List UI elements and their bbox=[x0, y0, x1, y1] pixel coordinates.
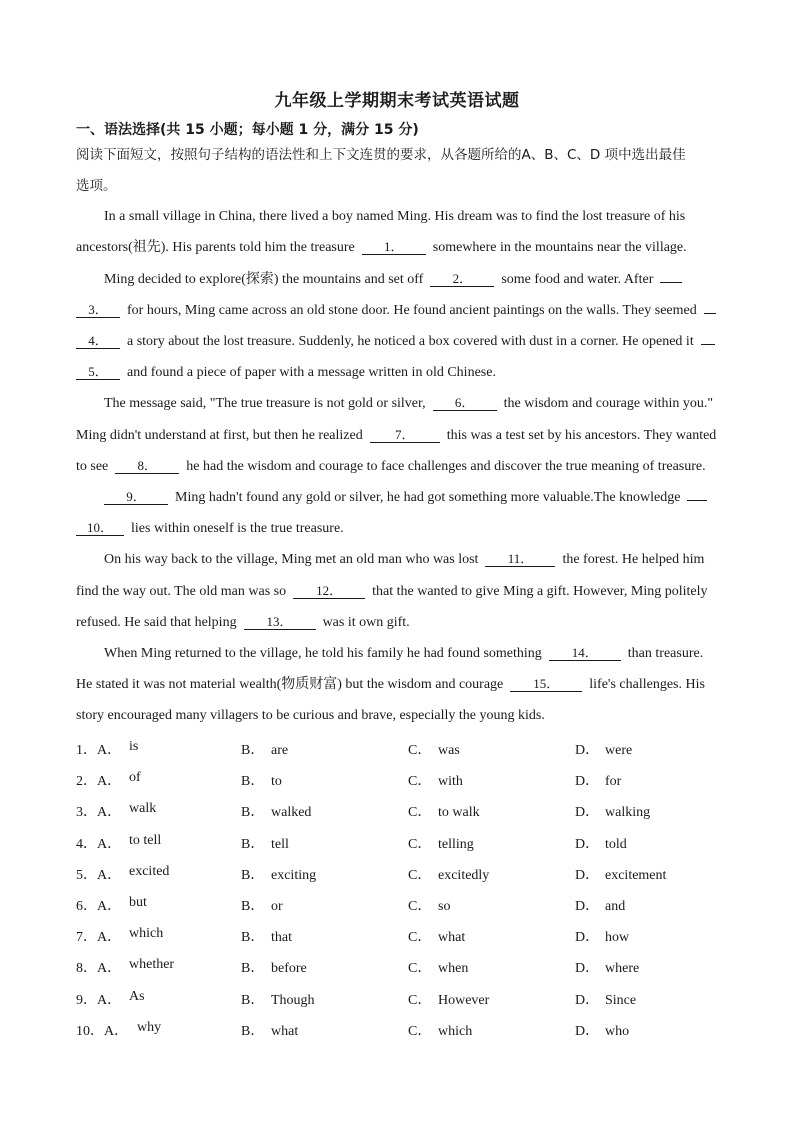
option-letter: B． bbox=[241, 961, 265, 977]
option-c[interactable] bbox=[408, 989, 489, 1009]
option-d[interactable] bbox=[575, 957, 639, 977]
option-text: was bbox=[438, 743, 460, 758]
passage-line: story encouraged many villagers to be curious and brave, especially the young kids. bbox=[76, 708, 545, 723]
passage-line: When Ming returned to the village, he told his family he had found something 14． than treasure. bbox=[104, 645, 704, 661]
option-text: where bbox=[605, 961, 640, 977]
blank-10: 10． bbox=[76, 520, 124, 536]
passage-line: Ming didn't understand at first, but then he realized 7． this was a test set by his ancestors. They wanted bbox=[76, 427, 717, 443]
option-text: are bbox=[271, 743, 289, 758]
passage-line: 5． and found a piece of paper with a message written in old Chinese. bbox=[76, 364, 496, 382]
option-text: excitedly bbox=[438, 867, 490, 883]
question-row bbox=[76, 739, 736, 759]
option-b[interactable] bbox=[241, 957, 307, 977]
option-text: or bbox=[271, 899, 283, 914]
option-text: who bbox=[605, 1023, 630, 1039]
option-letter: B． bbox=[241, 1023, 265, 1039]
option-text: when bbox=[438, 961, 469, 977]
option-letter: C． bbox=[408, 774, 432, 790]
option-text: excitement bbox=[605, 867, 667, 883]
option-text: and bbox=[605, 899, 626, 914]
question-number: 7．A． bbox=[76, 930, 122, 946]
option-letter: D． bbox=[575, 961, 600, 977]
option-d[interactable] bbox=[575, 864, 666, 884]
blank-8: 8． bbox=[115, 458, 179, 474]
passage-line: ancestors(祖先). His parents told him the treasure 1． somewhere in the mountains near the village. bbox=[76, 239, 687, 255]
passage-line: 3． for hours, Ming came across an old stone door. He found ancient paintings on the walls. They seemed bbox=[76, 302, 716, 320]
question-number: 10．A． bbox=[76, 1023, 129, 1039]
blank-5: 5． bbox=[76, 364, 120, 380]
option-text: to walk bbox=[438, 805, 480, 821]
option-text: Since bbox=[605, 992, 637, 1008]
option-text: exciting bbox=[271, 867, 317, 883]
option-b[interactable] bbox=[241, 739, 288, 759]
option-text: However bbox=[438, 992, 490, 1008]
blank-14: 14． bbox=[549, 645, 621, 661]
option-letter: B． bbox=[241, 774, 265, 790]
option-letter: B． bbox=[241, 836, 265, 852]
option-letter: C． bbox=[408, 836, 432, 852]
option-text: walked bbox=[271, 805, 312, 821]
option-a[interactable]: As bbox=[129, 988, 145, 1004]
blank-2: 2． bbox=[430, 271, 494, 287]
option-text: so bbox=[438, 899, 451, 914]
option-letter: C． bbox=[408, 961, 432, 977]
question-row bbox=[76, 989, 736, 1009]
option-b[interactable] bbox=[241, 770, 282, 790]
option-b[interactable] bbox=[241, 833, 289, 853]
option-c[interactable] bbox=[408, 895, 450, 915]
passage-line: 10． lies within oneself is the true treasure. bbox=[76, 520, 344, 538]
option-a[interactable]: is bbox=[129, 739, 139, 754]
option-d[interactable] bbox=[575, 1020, 629, 1040]
option-letter: D． bbox=[575, 899, 600, 914]
option-d[interactable] bbox=[575, 833, 627, 853]
instructions-line-2: 选项。 bbox=[76, 178, 117, 194]
option-a[interactable]: which bbox=[129, 926, 164, 942]
option-letter: B． bbox=[241, 899, 265, 914]
option-a[interactable]: whether bbox=[129, 957, 175, 973]
question-number: 9．A． bbox=[76, 992, 122, 1008]
blank-1: 1． bbox=[362, 239, 426, 255]
option-c[interactable] bbox=[408, 926, 465, 946]
option-letter: B． bbox=[241, 992, 265, 1008]
question-row bbox=[76, 926, 736, 946]
passage-line: On his way back to the village, Ming met an old man who was lost 11． the forest. He helped him bbox=[104, 551, 705, 567]
blank-6: 6． bbox=[433, 395, 497, 411]
question-row bbox=[76, 770, 736, 790]
option-c[interactable] bbox=[408, 864, 489, 884]
option-b[interactable] bbox=[241, 1020, 298, 1040]
passage-line: refused. He said that helping 13． was it own gift. bbox=[76, 614, 410, 630]
question-row bbox=[76, 801, 736, 821]
option-d[interactable] bbox=[575, 989, 636, 1009]
option-b[interactable] bbox=[241, 801, 311, 821]
question-row bbox=[76, 833, 736, 853]
passage-line: In a small village in China, there lived a boy named Ming. His dream was to find the lost treasure of his bbox=[104, 209, 686, 224]
passage-line: 4． a story about the lost treasure. Suddenly, he noticed a box covered with dust in a corner. He opened it bbox=[76, 333, 715, 351]
option-a[interactable]: of bbox=[129, 770, 141, 786]
question-row bbox=[76, 957, 736, 977]
option-text: Though bbox=[271, 992, 315, 1008]
option-letter: B． bbox=[241, 930, 265, 946]
option-text: to bbox=[271, 774, 282, 790]
blank-9: 9． bbox=[104, 489, 168, 505]
option-letter: D． bbox=[575, 836, 600, 852]
option-letter: C． bbox=[408, 930, 432, 946]
section-heading: 一、语法选择(共 15 小题；每小题 1 分，满分 15 分) bbox=[76, 122, 419, 138]
option-letter: C． bbox=[408, 805, 432, 821]
blank-4: 4． bbox=[76, 333, 120, 349]
question-row bbox=[76, 895, 736, 915]
instructions-line-1: 阅读下面短文，按照句子结构的语法性和上下文连贯的要求，从各题所给的A、B、C、D 项中选出最佳 bbox=[76, 147, 686, 163]
option-a[interactable]: excited bbox=[129, 863, 170, 879]
option-a[interactable]: but bbox=[129, 895, 147, 910]
option-letter: D． bbox=[575, 743, 600, 758]
option-d[interactable] bbox=[575, 801, 650, 821]
option-text: told bbox=[605, 836, 627, 852]
option-letter: C． bbox=[408, 899, 432, 914]
option-text: tell bbox=[271, 836, 289, 852]
option-a[interactable]: walk bbox=[129, 801, 157, 817]
question-number: 1．A． bbox=[76, 743, 122, 758]
option-b[interactable] bbox=[241, 989, 315, 1009]
option-a[interactable]: why bbox=[137, 1019, 162, 1035]
option-letter: C． bbox=[408, 867, 432, 883]
question-number: 2．A． bbox=[76, 774, 122, 790]
option-text: walking bbox=[605, 805, 651, 821]
question-number: 6．A． bbox=[76, 899, 122, 914]
passage-line: He stated it was not material wealth(物质财富) but the wisdom and courage 15． life's challenges. His bbox=[76, 676, 705, 692]
question-number: 4．A． bbox=[76, 836, 122, 852]
option-text: how bbox=[605, 930, 630, 946]
option-c[interactable] bbox=[408, 957, 468, 977]
option-c[interactable] bbox=[408, 801, 480, 821]
question-row bbox=[76, 864, 736, 884]
question-number: 3．A． bbox=[76, 805, 122, 821]
option-letter: B． bbox=[241, 867, 265, 883]
blank-7: 7． bbox=[370, 427, 440, 443]
option-b[interactable] bbox=[241, 926, 292, 946]
blank-3: 3． bbox=[76, 302, 120, 318]
passage-line: find the way out. The old man was so 12． that the wanted to give Ming a gift. However, Ming politely bbox=[76, 583, 708, 599]
option-c[interactable] bbox=[408, 1020, 472, 1040]
option-letter: B． bbox=[241, 805, 265, 821]
blank-15: 15． bbox=[510, 676, 582, 692]
option-a[interactable]: to tell bbox=[129, 832, 162, 848]
option-letter: D． bbox=[575, 1023, 600, 1039]
option-letter: D． bbox=[575, 805, 600, 821]
page-title: 九年级上学期期末考试英语试题 bbox=[274, 91, 520, 111]
option-text: before bbox=[271, 961, 307, 977]
option-letter: D． bbox=[575, 930, 600, 946]
passage-line: The message said, "The true treasure is not gold or silver, 6． the wisdom and courage within you." bbox=[104, 395, 714, 411]
question-number: 8．A． bbox=[76, 961, 122, 977]
option-text: that bbox=[271, 930, 292, 946]
option-c[interactable] bbox=[408, 833, 474, 853]
option-text: with bbox=[438, 774, 463, 790]
option-text: what bbox=[438, 930, 466, 946]
option-c[interactable] bbox=[408, 739, 460, 759]
option-text: for bbox=[605, 774, 622, 790]
option-letter: C． bbox=[408, 743, 432, 758]
option-letter: B． bbox=[241, 743, 265, 758]
blank-11: 11． bbox=[485, 551, 555, 567]
option-text: telling bbox=[438, 836, 474, 852]
option-text: which bbox=[438, 1023, 473, 1039]
option-text: what bbox=[271, 1023, 299, 1039]
option-d[interactable] bbox=[575, 770, 621, 790]
option-b[interactable] bbox=[241, 895, 283, 915]
blank-13: 13． bbox=[244, 614, 316, 630]
option-text: were bbox=[605, 743, 633, 758]
option-d[interactable] bbox=[575, 895, 625, 915]
question-row bbox=[76, 1020, 736, 1040]
blank-12: 12． bbox=[293, 583, 365, 599]
option-d[interactable] bbox=[575, 739, 632, 759]
option-d[interactable] bbox=[575, 926, 629, 946]
option-letter: D． bbox=[575, 774, 600, 790]
option-c[interactable] bbox=[408, 770, 463, 790]
question-number: 5．A． bbox=[76, 867, 122, 883]
passage-line: Ming decided to explore(探索) the mountains and set off 2． some food and water. After bbox=[104, 271, 682, 289]
option-letter: D． bbox=[575, 992, 600, 1008]
option-letter: D． bbox=[575, 867, 600, 883]
passage-line: to see 8． he had the wisdom and courage to face challenges and discover the true meaning of treasure. bbox=[76, 458, 706, 474]
option-letter: C． bbox=[408, 1023, 432, 1039]
option-b[interactable] bbox=[241, 864, 316, 884]
passage-line: 9． Ming hadn't found any gold or silver, he had got something more valuable.The knowledge bbox=[104, 489, 707, 507]
option-letter: C． bbox=[408, 992, 432, 1008]
